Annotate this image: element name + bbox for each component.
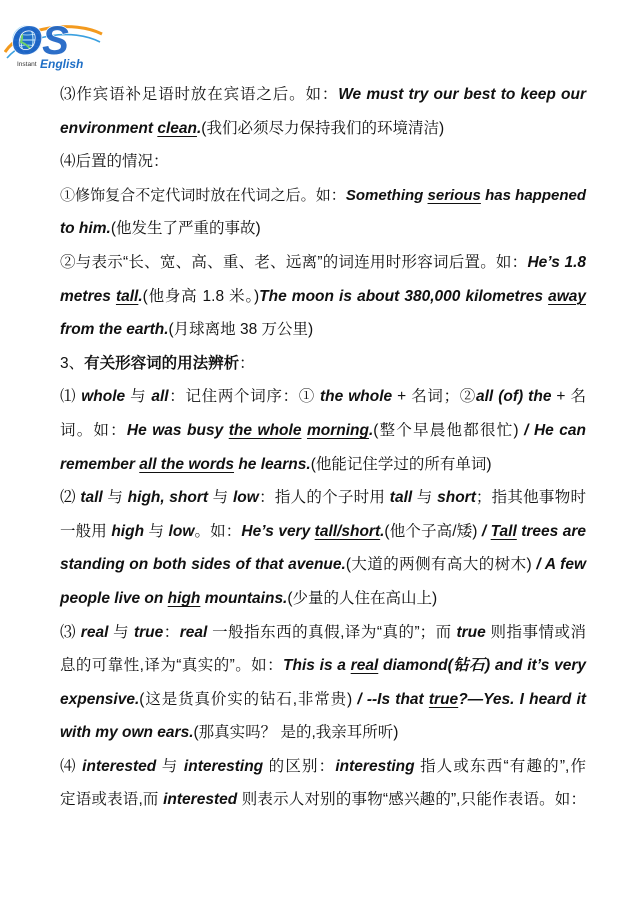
body-text: 则指事情或消 [485,623,586,641]
logo-word: English [40,57,84,71]
text-line [60,515,586,549]
english-text: all [151,388,169,406]
text-line [60,582,586,616]
body-text: (我们必须尽力保持我们的环境清洁) [201,119,445,137]
text-line [60,179,586,213]
underlined-keyword: real [350,657,379,675]
text-line [60,112,586,146]
body-text: 与 [102,489,128,507]
underlined-keyword: morning [306,421,369,439]
body-text: 一般指东西的真假,译为“真的”；而 [207,623,457,641]
document-body [60,78,586,817]
instant-english-logo [4,18,104,76]
body-text: ②与表示“长、宽、高、重、老、远离”的词连用时形容词后置。如： [60,253,528,271]
english-text: / [477,522,491,540]
underlined-keyword: high [167,589,201,607]
body-text: ： [163,623,180,641]
body-text: + 名 [551,388,586,406]
text-line [60,78,586,112]
body-text: ；指其他事物时 [475,489,586,507]
english-text: expensive. [60,690,140,708]
text-line [60,448,586,482]
english-text: real [80,623,109,641]
body-text: ：指人的个子时用 [258,489,390,507]
english-text: interested [82,757,157,775]
text-line [60,750,586,784]
english-text: low [232,489,259,507]
body-text: (他能记住学过的所有单词) [310,455,492,473]
english-text: ?—Yes. I heard it [458,690,586,708]
body-text: 3、 [60,354,85,372]
english-text: . [196,119,202,137]
body-text: (大道的两侧有高大的树木) [345,556,532,574]
underlined-keyword: all the words [139,455,235,473]
english-text: high [127,489,161,507]
english-text: tall [80,489,103,507]
body-text: 与 [125,388,152,406]
underlined-keyword: the whole [228,421,302,439]
english-text: environment [60,119,158,137]
body-text: ①修饰复合不定代词时放在代词之后。如： [60,186,346,204]
body-text: 与 [156,757,184,775]
text-line [60,548,586,582]
body-text: (月球离地 38 万公里) [168,321,314,339]
body-text: ⑶ [60,623,81,641]
body-text: (那真实吗？ 是的,我亲耳所听) [193,724,399,742]
english-text: short [169,489,209,507]
english-text: This is a [283,657,351,675]
english-text: has happened [480,186,586,204]
english-text: short [437,489,476,507]
body-text: ⑵ [60,489,81,507]
body-text: ：记住两个词序：① [168,388,320,406]
underlined-keyword: clean [157,119,197,137]
text-line [60,280,586,314]
english-text: diamond(钻石) and it’s very [378,657,586,675]
english-text: people live on [60,589,168,607]
body-text: (他发生了严重的事故) [110,220,261,238]
english-text: real [179,623,208,641]
text-line [60,212,586,246]
text-line [60,414,586,448]
english-text: interested [163,791,238,809]
body-text: + 名词；② [392,388,476,406]
english-text: He was busy [126,421,229,439]
body-text: ⑴ [60,388,82,406]
body-text: 息的可靠性,译为“真实的”。如： [60,657,284,675]
text-line [60,716,586,750]
english-text: , [160,489,170,507]
english-text: all (of) the [476,388,552,406]
body-text: 定语或表语,而 [60,791,164,809]
english-text: he learns. [234,455,311,473]
body-text: 与 [144,522,169,540]
english-text: / A few [531,556,587,574]
text-line [60,481,586,515]
english-text: interesting [183,757,264,775]
english-text: whole [81,388,126,406]
english-text: to him. [60,220,111,238]
body-text: (整个早晨他都很忙) [373,421,519,439]
english-text: / He can [518,421,586,439]
underlined-keyword: serious [427,186,481,204]
text-line [60,380,586,414]
text-line [60,313,586,347]
text-line [60,246,586,280]
text-line [60,616,586,650]
english-text: standing on both sides of that avenue. [60,556,346,574]
body-text: ⑷ [60,757,83,775]
body-text: (少量的人住在高山上) [287,589,438,607]
english-text: tall [389,489,413,507]
english-text: remember [60,455,140,473]
english-text: . [380,522,385,540]
section-heading-text: 有关形容词的用法辨析 [84,354,240,372]
underlined-keyword: tall/short [314,522,381,540]
body-text: 与 [208,489,233,507]
english-text: true [456,623,486,641]
body-text: 词。如： [60,421,127,439]
body-text: (他身高 1.8 米。) [142,287,260,305]
body-text: (他个子高/矮) [384,522,478,540]
english-text: metres [60,287,116,305]
body-text: (这是货真价实的钻石,非常贵) [139,690,353,708]
body-text: 的区别： [263,757,336,775]
logo-word-small: Instant [17,61,37,68]
english-text: . [368,421,374,439]
body-text: 与 [108,623,134,641]
body-text: 指人或东西“有趣的”,作 [414,757,586,775]
english-text: / --Is that [352,690,429,708]
underlined-keyword: away [548,287,587,305]
underlined-keyword: true [428,690,459,708]
english-text: the whole [320,388,393,406]
underlined-keyword: tall [115,287,139,305]
body-text: ⑷后置的情况： [60,153,169,171]
body-text: 则表示人对别的事物“感兴趣的”,只能作表语。如： [237,791,586,809]
body-text: 与 [412,489,438,507]
english-text: He’s very [241,522,315,540]
body-text: 。如： [194,522,242,540]
english-text: low [168,522,195,540]
english-text: high [111,522,145,540]
body-text: 一般用 [60,522,112,540]
body-text: ： [239,354,255,372]
english-text: He’s 1.8 [527,253,586,271]
english-text: Something [345,186,428,204]
text-line [60,649,586,683]
english-text: trees are [516,522,586,540]
english-text: mountains. [200,589,288,607]
english-text: from the earth. [60,321,169,339]
subsection-heading [60,145,586,179]
text-line [60,783,586,817]
english-text: The moon is about 380,000 kilometres [259,287,549,305]
text-line [60,683,586,717]
section-heading [60,347,586,381]
logo-letters: OS [11,19,69,63]
english-text: true [133,623,164,641]
english-text: with my own ears. [60,724,194,742]
english-text: interesting [335,757,415,775]
english-text: . [138,287,143,305]
body-text: ⑶作宾语补足语时放在宾语之后。如： [60,86,339,103]
underlined-keyword: Tall [490,522,517,540]
english-text: We must try our best to keep our [338,86,586,103]
